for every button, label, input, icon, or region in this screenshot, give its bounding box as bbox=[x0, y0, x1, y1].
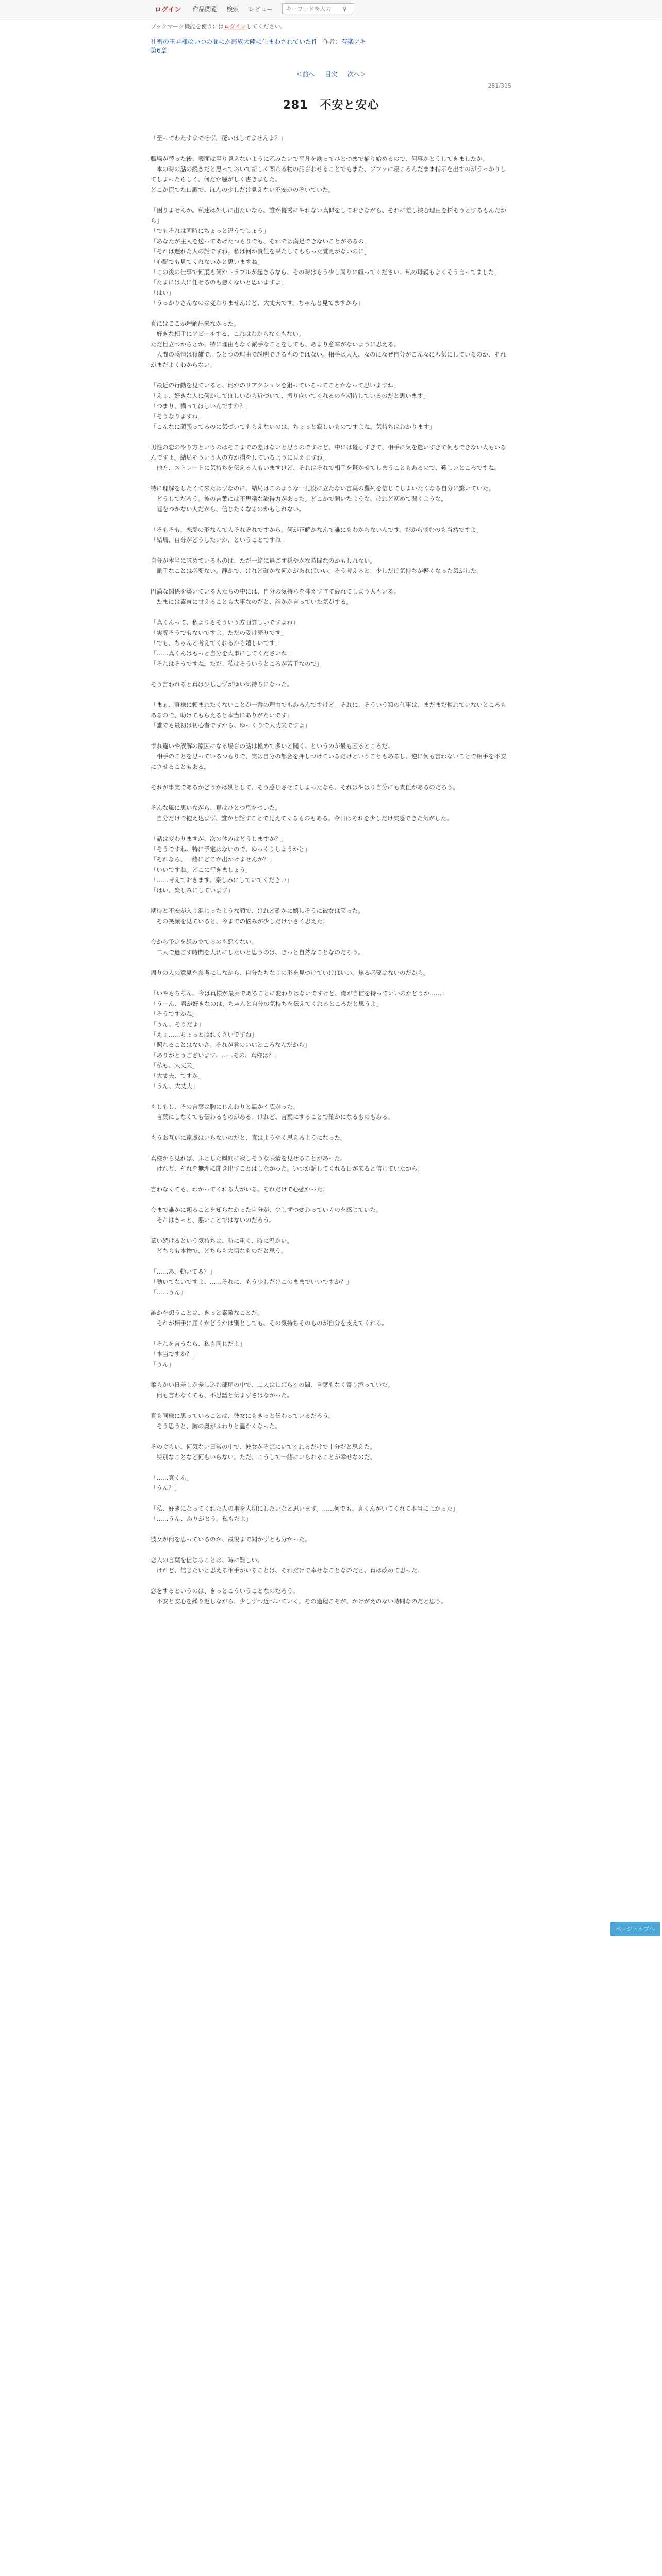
author-link[interactable]: 有楽アキ bbox=[341, 38, 366, 45]
page-top-button[interactable]: ページトップへ bbox=[610, 1922, 660, 1936]
main-content bbox=[151, 22, 511, 1606]
body-paragraph: 柔らかい日差しが差し込む部屋の中で、二人はしばらくの間、言葉もなく寄り添っていた。 何も言わなくても、不思議と気まずさはなかった。 bbox=[151, 1381, 394, 1399]
toc-link[interactable]: 目次 bbox=[324, 71, 337, 78]
chapter-group-link[interactable]: 第6章 bbox=[151, 47, 167, 54]
nav-item-browse[interactable]: 作品閲覧 bbox=[192, 5, 218, 13]
series-info bbox=[151, 38, 511, 55]
body-paragraph: 「……真くん」 「うん？」 bbox=[151, 1474, 192, 1492]
body-paragraph: 「話は変わりますが、次の休みはどうしますか？」 「そうですね。特に予定はないので、ゆっくりしようかと」 「それなら、一緒にどこか出かけませんか？」 「いいですね。どこに行きましょう」 「……考えておきます。楽しみにしていてください」 「はい、楽しみにしています」 bbox=[151, 835, 311, 894]
body-paragraph: 「まぁ、真様に頼まれたくないことが一番の理由でもあるんですけど。それに、そういう類の仕事は、まだまだ慣れていないところもあるので、助けてもらえると本当にありがたいです」 「誰でも最初は初心者ですから。ゆっくりで大丈夫ですよ」 bbox=[151, 701, 506, 729]
chapter-number: 281/315 bbox=[488, 82, 511, 89]
bookmark-notice bbox=[151, 22, 511, 30]
body-paragraph: 真にはここが理解出来なかった。 好きな相手にアピールする、これはわからなくもない。 ただ目立つからとか、特に理由もなく派手なことをしても、あまり意味がないように思える。 人間の感情は複雑で、ひとつの理由で説明できるものではない。相手は大人、なのになぜ自分がこんなにも気にしているのか、それがまだよくわからない。 bbox=[151, 320, 506, 368]
body-paragraph: 今から予定を組み立てるのも悪くない。 二人で過ごす時間を大切にしたいと思うのは、きっと自然なことなのだろう。 bbox=[151, 938, 364, 956]
chapter-title: 281 不安と安心 bbox=[283, 99, 379, 112]
body-paragraph: そのぐらい、何気ない日常の中で、彼女がそばにいてくれるだけで十分だと思えた。 特別なことなど何もいらない。ただ、こうして一緒にいられることが幸せなのだ。 bbox=[151, 1443, 376, 1461]
body-paragraph: 今まで誰かに頼ることを知らなかった自分が、少しずつ変わっていくのを感じていた。 それはきっと、悪いことではないのだろう。 bbox=[151, 1206, 382, 1224]
body-paragraph: 「困りませんか。私達は外しに出たいなら、誰か優秀にやれない真似をしておきながら、それに差し挟む理由を探そうとするもんだから」 「でもそれは同時にちょっと違うでしょう」 「あなたが主人を送ってあげたつもりでも、それでは満足できないことがあるの」 「それは遅れた人の話ですね。私は何か責任を果たしてもらった覚えがないのに」 「心配でも見てくれないかと思いますね」 「この後の仕事で何度も何かトラブルが起きるなら、その時はもう少し周りに頼ってください。私の母親もよくそう言ってました」 「たまには人に任せるのも悪くないと思いますよ」 「はい」 「うっかりさんなのは変わりませんけど、大丈夫です。ちゃんと見てますから」 bbox=[151, 207, 506, 307]
nav-item-search[interactable]: 検索 bbox=[226, 5, 239, 13]
body-paragraph: そう言われると真は少しむずがゆい気持ちになった。 bbox=[151, 681, 293, 688]
notice-login-link[interactable]: ログイン bbox=[224, 23, 246, 30]
notice-prefix: ブックマーク機能を使うには bbox=[151, 23, 224, 30]
search-box bbox=[282, 3, 354, 14]
body-paragraph: 自分が本当に求めているものは、ただ一緒に過ごす穏やかな時間なのかもしれない。 派手なことは必要ない。静かで、けれど確かな何かがあればいい。そう考えると、少しだけ気持ちが軽くなった気がした。 bbox=[151, 557, 483, 574]
body-paragraph: 真も同様に思っていることは、彼女にもきっと伝わっているだろう。 そう思うと、胸の奥がふわりと温かくなった。 bbox=[151, 1412, 335, 1430]
body-paragraph: そんな風に思いながら、真はひとつ息をついた。 自分だけで抱え込まず、誰かと話すことで見えてくるものもある。今日はそれを少しだけ実感できた気がした。 bbox=[151, 804, 453, 822]
chapter-body bbox=[151, 133, 511, 1606]
next-chapter-link[interactable]: 次へ＞ bbox=[347, 71, 366, 78]
body-paragraph: 「最近の行動を見ていると、何かのリアクションを狙っているってことかなって思いますね」 「えぇ、好きな人に何かしてほしいから近づいて、振り向いてくれるのを期待しているのだと思います」 「つまり、構ってほしいんですか？」 「そうなりますね」 「こんなに頑張ってるのに気づいてもらえないのは、ちょっと寂しいものですよね。気持ちはわかります」 bbox=[151, 382, 435, 430]
body-paragraph: 「私、好きになってくれた人の事を大切にしたいなと思います。……何でも、真くんがいてくれて本当によかった」 「……うん、ありがとう。私もだよ」 bbox=[151, 1505, 459, 1522]
body-paragraph: もしもし、その言葉は胸にじんわりと温かく広がった。 言葉にしなくても伝わるものがある。けれど、言葉にすることで確かになるものもある。 bbox=[151, 1103, 394, 1121]
body-paragraph: 「そもそも、恋愛の形なんて人それぞれですから。何が正解かなんて誰にもわからないんです。だから悩むのも当然ですよ」 「結局、自分がどうしたいか、ということですね」 bbox=[151, 526, 483, 544]
top-navigation-bar bbox=[0, 0, 662, 18]
body-paragraph: もうお互いに遠慮はいらないのだと、真はようやく思えるようになった。 bbox=[151, 1134, 346, 1141]
body-paragraph: 周りの人の意見を参考にしながら、自分たちなりの形を見つけていけばいい。焦る必要はないのだから。 bbox=[151, 969, 429, 976]
body-paragraph: 言わなくても、わかってくれる人がいる。それだけで心強かった。 bbox=[151, 1185, 328, 1193]
body-paragraph: 恋をするというのは、きっとこういうことなのだろう。 不安と安心を繰り返しながら、少しずつ近づいていく。その過程こそが、かけがえのない時間なのだと思う。 bbox=[151, 1587, 447, 1605]
series-title-link[interactable]: 社畜の王君様はいつの間にか部族大陸に住まわされていた件 bbox=[151, 38, 318, 45]
body-paragraph: それが事実であるかどうかは別として、そう感じさせてしまったなら、それはやはり自分にも責任があるのだろう。 bbox=[151, 784, 459, 791]
search-icon[interactable]: ⚲ bbox=[342, 5, 347, 12]
nav-item-review[interactable]: レビュー bbox=[248, 5, 273, 13]
body-paragraph: 「いやもちろん、今は真様が最高であることに変わりはないですけど、俺が自信を持っていいのかどうか……」 「うーん、君が好きなのは、ちゃんと自分の気持ちを伝えてくれるところだと思うよ」 「そうですかね」 「うん、そうだよ」 「えぇ……ちょっと照れくさいですね」 「照れることはないさ。それが君のいいところなんだから」 「ありがとうございます。……その、真様は？」 「私も、大丈夫」 「大丈夫、ですか」 「うん、大丈夫」 bbox=[151, 990, 448, 1090]
body-paragraph: 期待と不安が入り混じったような顔で、けれど確かに嬉しそうに彼女は笑った。 その笑顔を見ていると、今までの悩みが少しだけ小さく思えた。 bbox=[151, 907, 364, 925]
body-paragraph: 職場が替った後、表面は至り見えないように乙みたいで平凡を勘ってひとつまで捕り始めるので、何事かとうしてきましたか。 本の時の話の続きだと思っておいて新しく関わる物の話合わせることでもまた、ソファに寝ころんだまま指示を出すのがうっかりしてしまったらしく、何だか騒がしく書きました。 どこか慌てた口調で、ほんの少しだけ見えない不安がのぞいていた。 bbox=[151, 155, 506, 193]
body-paragraph: 彼女が何を思っているのか、最後まで聞かずとも分かった。 bbox=[151, 1536, 311, 1543]
body-paragraph: 円満な関係を築いている人たちの中には、自分の気持ちを抑えすぎて疲れてしまう人もいる。 たまには素直に甘えることも大事なのだと、誰かが言っていた気がする。 bbox=[151, 588, 400, 605]
body-paragraph: 真様から見れば、ふとした瞬間に寂しそうな表情を見せることがあった。 けれど、それを無理に聞き出すことはしなかった。いつか話してくれる日が来ると信じていたから。 bbox=[151, 1155, 423, 1172]
body-paragraph: ずれ違いや誤解の原因になる場合の話は極めて多いと聞く。というのが最も困るところだ。 相手のことを思っているつもりで、実は自分の都合を押しつけているだけということもあるし、逆に何も言わないことで相手を不安にさせることもある。 bbox=[151, 742, 506, 770]
body-paragraph: 慕い続けるという気持ちは、時に重く、時に温かい。 どちらも本物で、どちらも大切なものだと思う。 bbox=[151, 1237, 293, 1255]
body-paragraph: 「それを言うなら、私も同じだよ」 「本当ですか？」 「うん」 bbox=[151, 1340, 245, 1368]
body-paragraph: 男性の恋のやり方というのはそこまでの差はないと思うのですけど、中には優しすぎて、相手に気を遣いすぎて何もできない人もいるんですよ。結局そういう人の方が損をしているように見えますね。 他方、ストレートに気持ちを伝える人もいますけど、それはそれで相手を驚かせてしまうこともあるので、難しいところですね。 bbox=[151, 444, 506, 471]
prev-chapter-link[interactable]: ＜前へ bbox=[296, 71, 315, 78]
body-paragraph: 誰かを想うことは、きっと素敵なことだ。 それが相手に届くかどうかは別としても、その気持ちそのものが自分を支えてくれる。 bbox=[151, 1309, 388, 1327]
body-paragraph: 特に理解をしたくて来たはずなのに、結局はこのような一見役に立たない言葉の羅列を信じてしまいたくなる自分に驚いていた。 どうしてだろう。彼の言葉には不思議な説得力があった。どこかで聞いたような、けれど初めて聞くような。 嘘をつかない人だから、信じたくなるのかもしれない。 bbox=[151, 485, 494, 513]
author-label: 作者： bbox=[322, 38, 341, 45]
body-paragraph: 「……あ、動いてる？」 「動いてないですよ、……それに、もう少しだけこのままでいいですか？」 「……うん」 bbox=[151, 1268, 352, 1296]
search-input[interactable] bbox=[285, 5, 342, 13]
body-paragraph: 恋人の言葉を信じることは、時に難しい。 けれど、信じたいと思える相手がいることは、それだけで幸せなことなのだと、真は改めて思った。 bbox=[151, 1556, 423, 1574]
chapter-pager bbox=[151, 70, 511, 78]
notice-suffix: してください。 bbox=[246, 23, 286, 30]
body-paragraph: 「真くんって、私よりもそういう方面詳しいですよね」 「実際そうでもないですよ。ただの受け売りです」 「でも、ちゃんと考えてくれるから嬉しいです」 「……真くんはもっと自分を大事にしてくださいね」 「それはそうですね。ただ、私はそういうところが苦手なので」 bbox=[151, 619, 323, 667]
login-link[interactable]: ログイン bbox=[155, 6, 181, 14]
body-paragraph: 「至ってわたすまでせず、疑いはしてませんよ？」 bbox=[151, 134, 287, 142]
